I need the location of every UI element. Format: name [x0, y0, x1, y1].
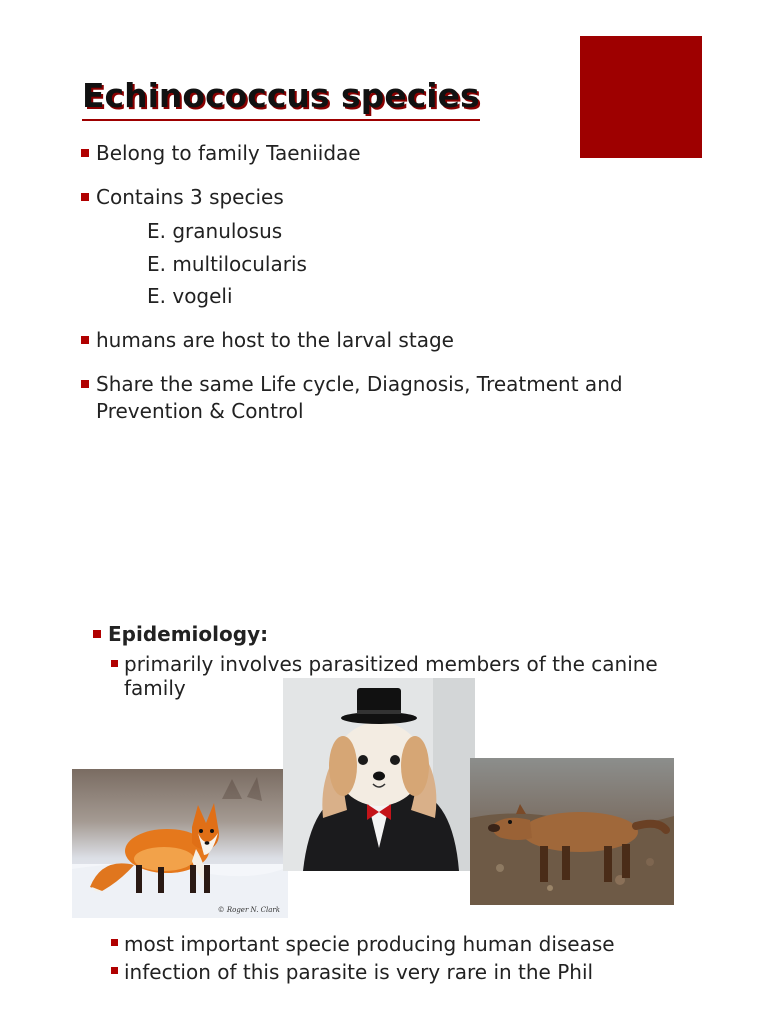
- bush-dog-photo: [470, 758, 674, 905]
- decorative-red-square: [580, 36, 702, 158]
- red-fox-illustration: [72, 769, 288, 918]
- bullet-text: Share the same Life cycle, Diagnosis, Treatment and Prevention & Control: [96, 372, 623, 423]
- point-text: infection of this parasite is very rare in the Phil: [124, 960, 594, 984]
- bullet-square-icon: [81, 380, 89, 388]
- point-text: primarily involves parasitized members of the canine family: [124, 652, 658, 700]
- photo-credit: © Roger N. Clark: [217, 906, 280, 914]
- bullet-host: [96, 327, 454, 354]
- point-text: most important specie producing human disease: [124, 932, 615, 956]
- slide-title: Echinococcus species: [82, 74, 480, 121]
- bullet-square-icon: [111, 967, 118, 974]
- bullet-square-icon: [81, 336, 89, 344]
- bullet-shared-lifecycle: [96, 371, 656, 425]
- bullet-text: Belong to family Taeniidae: [96, 141, 361, 165]
- heading-text: Epidemiology:: [108, 622, 269, 646]
- bullet-square-icon: [81, 149, 89, 157]
- red-fox-photo: [72, 769, 288, 918]
- bullet-square-icon: [111, 660, 118, 667]
- bullet-text: humans are host to the larval stage: [96, 328, 454, 352]
- bullet-text: Contains 3 species: [96, 185, 284, 209]
- species-item: E. vogeli: [147, 284, 233, 308]
- species-item: E. multilocularis: [147, 252, 307, 276]
- bullet-species-count: [96, 184, 284, 211]
- bullet-square-icon: [93, 630, 101, 638]
- epidemiology-point: [124, 959, 593, 986]
- dog-tuxedo-illustration: [283, 678, 475, 871]
- bullet-square-icon: [81, 193, 89, 201]
- species-item: E. granulosus: [147, 219, 283, 243]
- epidemiology-point: [124, 931, 615, 958]
- bullet-family: [96, 140, 361, 167]
- dog-in-tuxedo-photo: [283, 678, 475, 871]
- bush-dog-illustration: [470, 758, 674, 905]
- epidemiology-heading: [108, 621, 268, 648]
- bullet-square-icon: [111, 939, 118, 946]
